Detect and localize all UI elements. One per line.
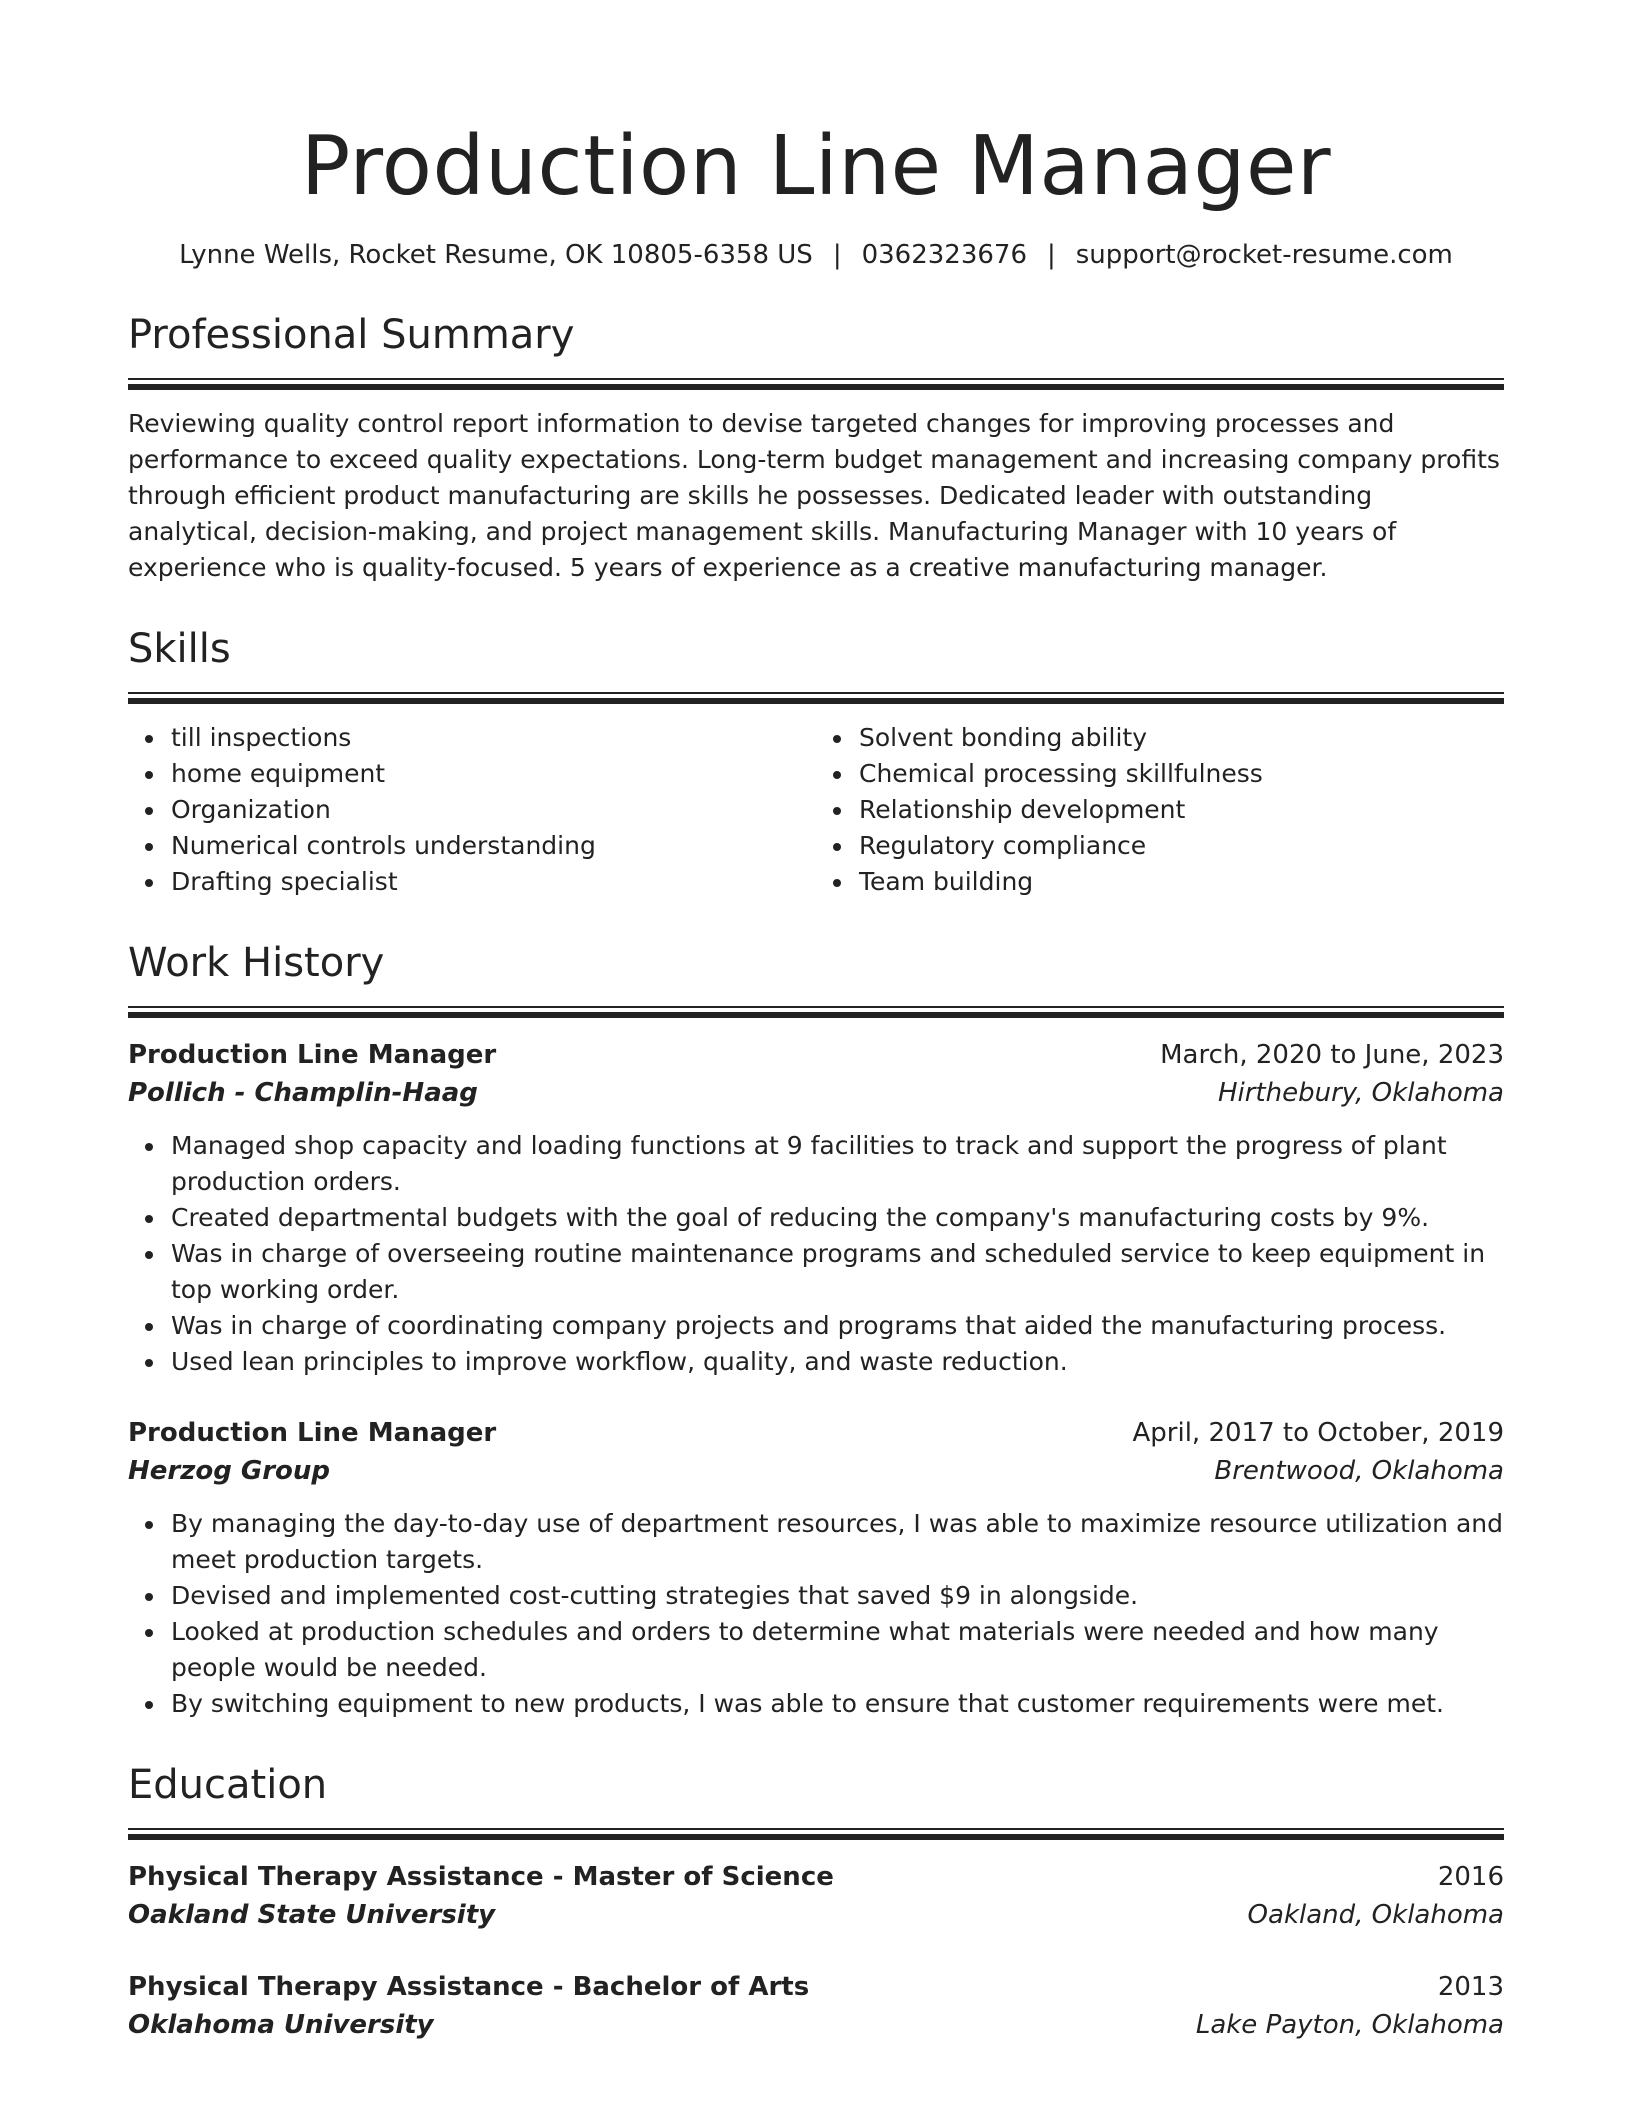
skills-columns — [128, 720, 1504, 900]
skills-right-list — [816, 720, 1504, 900]
graduation-year: 2013 — [1437, 1972, 1504, 2002]
job-location: Brentwood, Oklahoma — [1214, 1456, 1504, 1486]
degree: Physical Therapy Assistance - Bachelor of Arts — [128, 1972, 810, 2002]
education-entry — [128, 1858, 1504, 1934]
skill-item: home equipment — [171, 756, 816, 792]
job-bullets — [128, 1506, 1504, 1722]
contact-email: support@rocket-resume.com — [1075, 240, 1453, 270]
skill-item: Relationship development — [859, 792, 1504, 828]
job-title: Production Line Manager — [128, 1040, 497, 1070]
job-bullet: Created departmental budgets with the goal of reducing the company's manufacturing costs by 9%. — [171, 1200, 1504, 1236]
contact-phone: 0362323676 — [861, 240, 1027, 270]
skill-item: till inspections — [171, 720, 816, 756]
job-company: Pollich - Champlin-Haag — [128, 1078, 478, 1108]
job-dates: March, 2020 to June, 2023 — [1160, 1040, 1504, 1070]
job-dates: April, 2017 to October, 2019 — [1132, 1418, 1504, 1448]
job-bullet: Was in charge of coordinating company projects and programs that aided the manufacturing process. — [171, 1308, 1504, 1344]
skill-item: Team building — [859, 864, 1504, 900]
section-divider — [128, 378, 1504, 390]
summary-text: Reviewing quality control report information to devise targeted changes for improving processes and performance to exceed quality expectations. Long-term budget management and increasing company profits through efficient product manufacturing are skills he possesses. Dedicated leader with outstanding analytical, decision-making, and project management skills. Manufacturing Manager with 10 years of experience who is quality-focused. 5 years of experience as a creative manufacturing manager. — [128, 409, 1500, 582]
contact-line — [128, 238, 1504, 272]
skills-left-list — [128, 720, 816, 900]
school-location: Lake Payton, Oklahoma — [1195, 2010, 1504, 2040]
job-title: Production Line Manager — [128, 1418, 497, 1448]
section-heading: Skills — [128, 626, 231, 672]
skill-item: Drafting specialist — [171, 864, 816, 900]
section-heading: Education — [128, 1762, 328, 1808]
section-heading: Work History — [128, 940, 385, 986]
section-heading: Professional Summary — [128, 312, 575, 358]
education-section — [128, 1760, 1504, 2044]
job-bullet: Used lean principles to improve workflow, quality, and waste reduction. — [171, 1344, 1504, 1380]
job-location: Hirthebury, Oklahoma — [1217, 1078, 1504, 1108]
skill-item: Chemical processing skillfulness — [859, 756, 1504, 792]
job-bullet: By managing the day-to-day use of department resources, I was able to maximize resource utilization and meet production targets. — [171, 1506, 1504, 1578]
work-section — [128, 938, 1504, 1722]
section-divider — [128, 692, 1504, 704]
contact-separator: | — [1047, 240, 1056, 270]
job-bullet: Devised and implemented cost-cutting strategies that saved $9 in alongside. — [171, 1578, 1504, 1614]
job-entry — [128, 1036, 1504, 1380]
section-divider — [128, 1828, 1504, 1840]
contact-address: Lynne Wells, Rocket Resume, OK 10805-6358 US — [179, 240, 813, 270]
school-location: Oakland, Oklahoma — [1247, 1900, 1504, 1930]
school-name: Oklahoma University — [128, 2010, 434, 2040]
resume-title: Production Line Manager — [300, 119, 1332, 214]
summary-section — [128, 310, 1504, 586]
contact-separator: | — [832, 240, 842, 270]
job-bullet: Was in charge of overseeing routine maintenance programs and scheduled service to keep equipment in top working order. — [171, 1236, 1504, 1308]
skill-item: Numerical controls understanding — [171, 828, 816, 864]
skills-section — [128, 624, 1504, 900]
skill-item: Solvent bonding ability — [859, 720, 1504, 756]
job-bullet: Looked at production schedules and orders to determine what materials were needed and how many people would be needed. — [171, 1614, 1504, 1686]
skill-item: Regulatory compliance — [859, 828, 1504, 864]
job-entry — [128, 1414, 1504, 1722]
job-company: Herzog Group — [128, 1456, 331, 1486]
degree: Physical Therapy Assistance - Master of Science — [128, 1862, 834, 1892]
skill-item: Organization — [171, 792, 816, 828]
section-divider — [128, 1006, 1504, 1018]
education-entry — [128, 1968, 1504, 2044]
school-name: Oakland State University — [128, 1900, 496, 1930]
job-bullet: By switching equipment to new products, I was able to ensure that customer requirements were met. — [171, 1686, 1504, 1722]
job-bullets — [128, 1128, 1504, 1380]
job-bullet: Managed shop capacity and loading functions at 9 facilities to track and support the progress of plant production orders. — [171, 1128, 1504, 1200]
graduation-year: 2016 — [1437, 1862, 1504, 1892]
